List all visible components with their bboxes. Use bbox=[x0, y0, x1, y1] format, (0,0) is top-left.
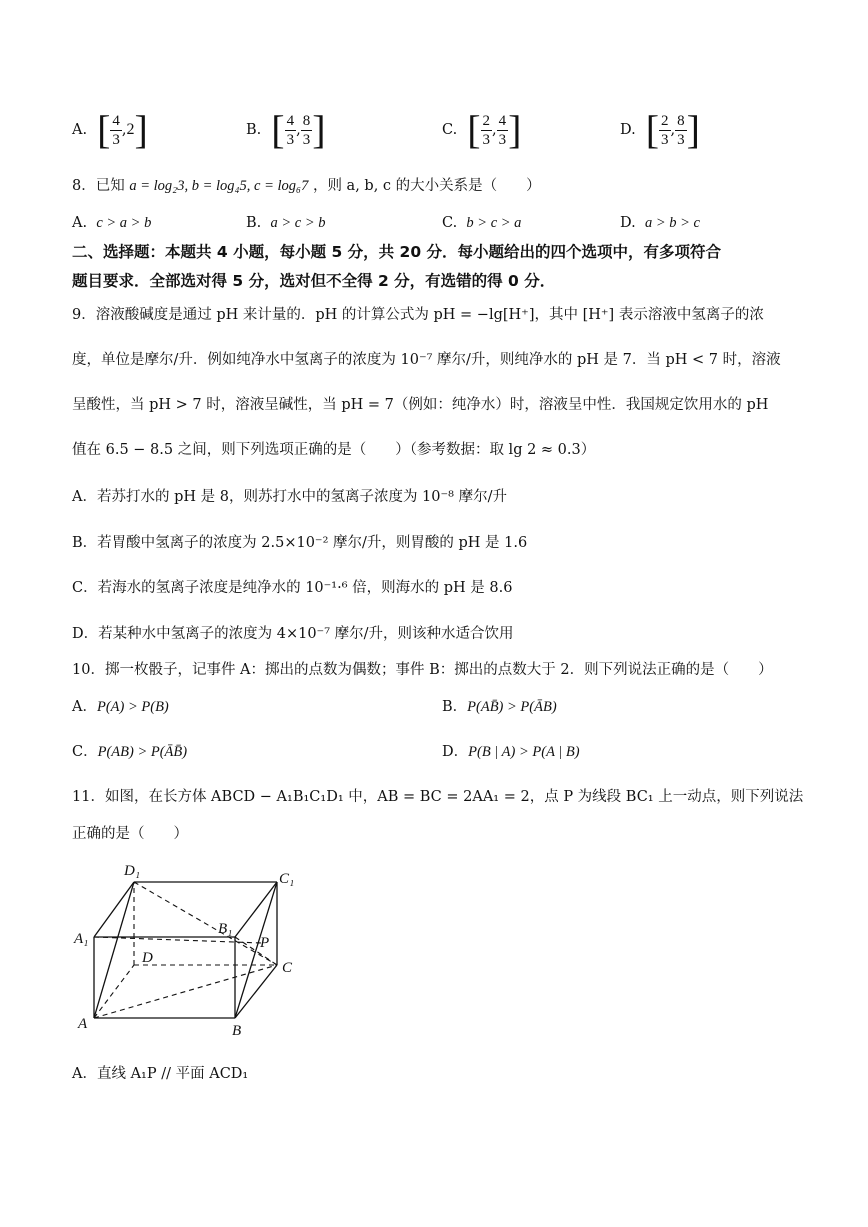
q9-stem-line3: 呈酸性，当 pH > 7 时，溶液呈碱性，当 pH = 7（例如：纯净水）时，溶液呈中性．我国规定饮用水的 pH bbox=[72, 397, 769, 413]
q11-option-a[interactable]: A．直线 A₁P // 平面 ACD₁ bbox=[72, 1066, 249, 1082]
q11-stem-line2: 正确的是（ ） bbox=[72, 826, 188, 842]
section-heading-line2: 题目要求．全部选对得 5 分，选对但不全得 2 分，有选错的得 0 分． bbox=[72, 272, 556, 290]
q10-option-b[interactable]: B．P(AB̄) > P(ĀB) bbox=[442, 699, 557, 715]
fraction: $\frac{4}{3}$ bbox=[112, 112, 120, 148]
label-b: B bbox=[232, 1023, 242, 1039]
left-bracket: [ bbox=[97, 107, 111, 152]
segment-a-d1 bbox=[94, 882, 134, 1018]
edge-c1-b1 bbox=[235, 882, 277, 937]
q8-option-d[interactable]: D. a > b > c bbox=[620, 215, 700, 231]
fraction: $\frac{2}{3}$ bbox=[482, 112, 491, 148]
label-b1: B₁ bbox=[218, 921, 233, 937]
q9-option-b[interactable]: B．若胃酸中氢离子的浓度为 2.5×10⁻² 摩尔/升，则胃酸的 pH 是 1.6 bbox=[72, 535, 528, 551]
q9-option-c[interactable]: C．若海水的氢离子浓度是纯净水的 10⁻¹·⁶ 倍，则海水的 pH 是 8.6 bbox=[72, 580, 513, 596]
q10-stem: 10．掷一枚骰子，记事件 A：掷出的点数为偶数；事件 B：掷出的点数大于 2．则下列说法正确的是（ ） bbox=[72, 662, 773, 678]
left-bracket: [ bbox=[271, 107, 285, 152]
q9-stem-line2: 度，单位是摩尔/升．例如纯净水中氢离子的浓度为 10⁻⁷ 摩尔/升，则纯净水的 pH 是 7．当 pH < 7 时，溶液 bbox=[72, 352, 781, 368]
q8-option-c[interactable]: C. b > c > a bbox=[442, 215, 522, 231]
label-c1: C₁ bbox=[279, 871, 295, 887]
left-bracket: [ bbox=[467, 107, 481, 152]
q10-option-a[interactable]: A．P(A) > P(B) bbox=[72, 699, 169, 715]
right-bracket: ] bbox=[508, 107, 522, 152]
q7-option-a-label: A. bbox=[72, 122, 88, 138]
right-bracket: ] bbox=[312, 107, 326, 152]
label-d1: D₁ bbox=[124, 863, 141, 879]
q9-option-d[interactable]: D．若某种水中氢离子的浓度为 4×10⁻⁷ 摩尔/升，则该种水适合饮用 bbox=[72, 626, 514, 642]
fraction: $\frac{2}{3}$ bbox=[661, 112, 669, 148]
cuboid-figure bbox=[72, 855, 312, 1045]
q7-option-c[interactable]: C. [ $\frac{2}{3}$ , $\frac{4}{3}$ ] bbox=[442, 107, 522, 152]
segment-b-c1 bbox=[235, 882, 277, 1018]
fraction: $\frac{4}{3}$ bbox=[498, 112, 507, 148]
q11-stem-line1: 11．如图，在长方体 ABCD − A₁B₁C₁D₁ 中，AB = BC = 2AA₁ = 2，点 P 为线段 BC₁ 上一动点，则下列说法 bbox=[72, 789, 804, 805]
right-bracket: ] bbox=[134, 107, 148, 152]
q9-stem-line4: 值在 6.5 − 8.5 之间，则下列选项正确的是（ ）（参考数据：取 lg 2 ≈ 0.3） bbox=[72, 442, 596, 458]
hidden-edge-a-d bbox=[94, 965, 134, 1018]
left-bracket: [ bbox=[645, 107, 660, 152]
section-heading-line1: 二、选择题：本题共 4 小题，每小题 5 分，共 20 分．每小题给出的四个选项中，有多项符合 bbox=[72, 243, 722, 261]
edge-b-c bbox=[235, 965, 277, 1018]
q9-stem-line1: 9．溶液酸碱度是通过 pH 来计量的．pH 的计算公式为 pH = −lg[H⁺]，其中 [H⁺] 表示溶液中氢离子的浓 bbox=[72, 307, 764, 323]
q7-option-a-upper: 2 bbox=[126, 121, 135, 138]
q10-option-d[interactable]: D．P(B | A) > P(A | B) bbox=[442, 744, 580, 760]
label-a: A bbox=[78, 1016, 88, 1032]
label-p: P bbox=[260, 935, 270, 951]
q8-option-a[interactable]: A. c > a > b bbox=[72, 215, 152, 231]
fraction: $\frac{4}{3}$ bbox=[286, 112, 295, 148]
q8-stem: 8．已知 a = log₂3, b = log₄5, c = log₆7 ，则 a, b, c 的大小关系是（ ） bbox=[72, 178, 541, 194]
fraction: $\frac{8}{3}$ bbox=[677, 112, 685, 148]
edge-a1-d1 bbox=[94, 882, 134, 937]
q9-option-a[interactable]: A．若苏打水的 pH 是 8，则苏打水中的氢离子浓度为 10⁻⁸ 摩尔/升 bbox=[72, 489, 507, 505]
label-a1: A₁ bbox=[74, 931, 89, 947]
label-c: C bbox=[282, 960, 293, 976]
q8-option-b[interactable]: B. a > c > b bbox=[246, 215, 326, 231]
q10-option-c[interactable]: C．P(AB) > P(ĀB̄) bbox=[72, 744, 188, 760]
q7-option-a[interactable]: A. [ $\frac{4}{3}$ , 2 ] bbox=[72, 107, 148, 152]
q7-option-d[interactable]: D. [ $\frac{2}{3}$ , $\frac{8}{3}$ ] bbox=[620, 107, 700, 152]
q7-option-b[interactable]: B. [ $\frac{4}{3}$ , $\frac{8}{3}$ ] bbox=[246, 107, 326, 152]
fraction: $\frac{8}{3}$ bbox=[302, 112, 311, 148]
right-bracket: ] bbox=[686, 107, 700, 152]
label-d: D bbox=[142, 950, 153, 966]
